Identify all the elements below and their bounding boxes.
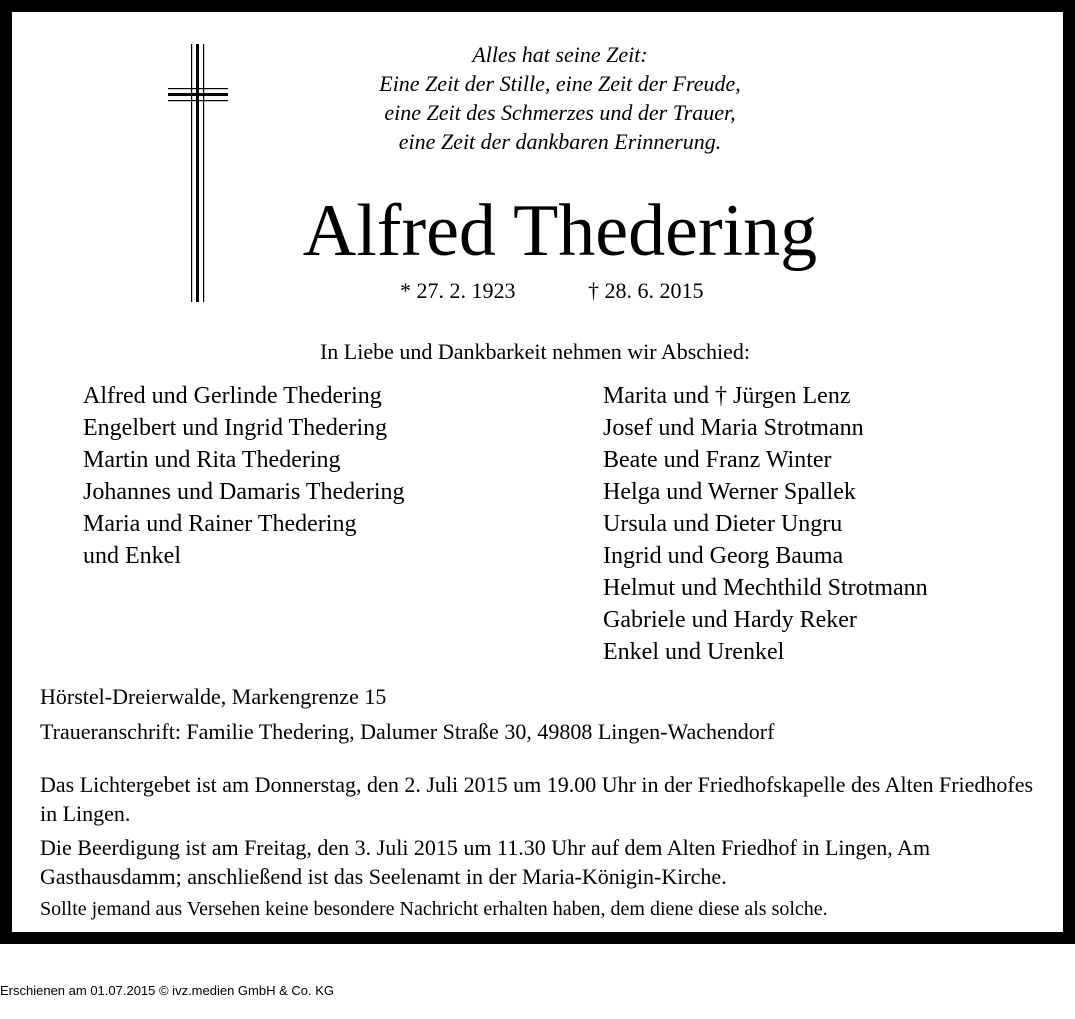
birth-date: * 27. 2. 1923 [400, 278, 516, 303]
mourner-entry: Beate und Franz Winter [603, 447, 832, 473]
mourner-entry: Engelbert und Ingrid Thedering [83, 415, 388, 441]
publication-footer: Erschienen am 01.07.2015 © ivz.medien GmbH & Co. KG [0, 983, 335, 998]
mourner-entry: Ingrid und Georg Bauma [603, 543, 844, 569]
funeral-notice: Die Beerdigung ist am Freitag, den 3. Juli 2015 um 11.30 Uhr auf dem Alten Friedhof in Lingen, Am Gasthausdamm; anschließend ist das Seelenamt in der Maria-Königin-Kirche. [40, 835, 931, 889]
cross-icon [168, 44, 228, 302]
residence-address: Hörstel-Dreierwalde, Markengrenze 15 [40, 684, 387, 709]
poem-line: Alles hat seine Zeit: [472, 42, 648, 67]
life-dates [400, 276, 704, 306]
mourner-entry: Helmut und Mechthild Strotmann [603, 575, 928, 601]
poem-line: Eine Zeit der Stille, eine Zeit der Freude, [379, 71, 741, 96]
poem [290, 40, 830, 156]
mourner-entry: und Enkel [83, 543, 181, 569]
mourner-entry: Johannes und Damaris Thedering [83, 479, 405, 505]
mourner-entry: Marita und † Jürgen Lenz [603, 383, 851, 409]
mourners-left-list [83, 380, 404, 572]
farewell-intro: In Liebe und Dankbarkeit nehmen wir Abschied: [319, 339, 751, 364]
prayer-notice: Das Lichtergebet ist am Donnerstag, den 2. Juli 2015 um 19.00 Uhr in der Friedhofskapelle des Alten Friedhofes in Lingen. [40, 772, 1034, 826]
mourner-entry: Maria und Rainer Thedering [83, 511, 357, 537]
mourner-entry: Josef und Maria Strotmann [603, 415, 864, 441]
deceased-name: Alfred Thedering [302, 190, 818, 272]
mourning-address: Traueranschrift: Familie Thedering, Dalumer Straße 30, 49808 Lingen-Wachendorf [40, 719, 775, 744]
mourners-right-list [603, 380, 928, 668]
poem-line: eine Zeit der dankbaren Erinnerung. [398, 129, 722, 154]
poem-line: eine Zeit des Schmerzes und der Trauer, [384, 100, 736, 125]
mourner-entry: Helga und Werner Spallek [603, 479, 856, 505]
notification-note: Sollte jemand aus Versehen keine besondere Nachricht erhalten haben, dem diene diese als solche. [40, 898, 828, 920]
mourner-entry: Alfred und Gerlinde Thedering [83, 383, 382, 409]
mourner-entry: Enkel und Urenkel [603, 639, 785, 665]
death-date: † 28. 6. 2015 [588, 278, 704, 303]
mourner-entry: Gabriele und Hardy Reker [603, 607, 857, 633]
mourner-entry: Ursula und Dieter Ungru [603, 511, 843, 537]
mourner-entry: Martin und Rita Thedering [83, 447, 341, 473]
